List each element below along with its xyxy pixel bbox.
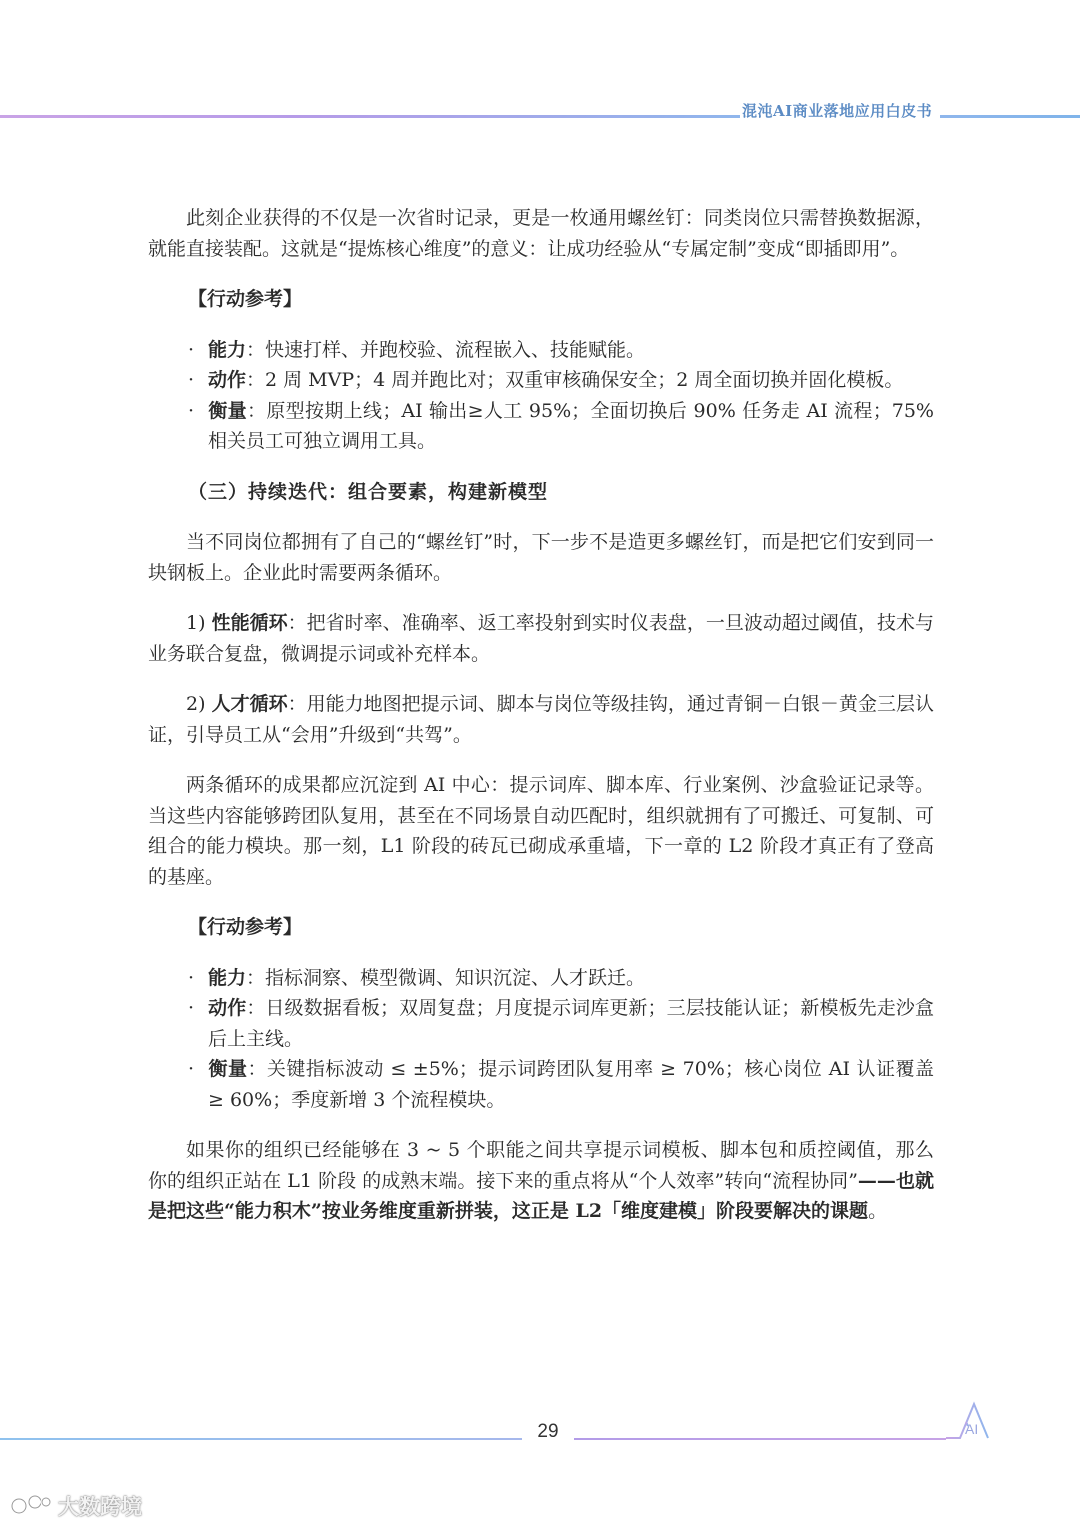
list-item: · 衡量：原型按期上线；AI 输出≥人工 95%；全面切换后 90% 任务走 AI 流程；75% 相关员工可独立调用工具。 <box>188 399 934 452</box>
paragraph-3 <box>148 608 934 669</box>
watermark-logo-icon <box>10 1493 52 1519</box>
item-text: ：原型按期上线；AI 输出≥人工 95%；全面切换后 90% 任务走 AI 流程；75% 相关员工可独立调用工具。 <box>208 399 934 452</box>
footer-rule-right <box>574 1438 946 1440</box>
item-number: 2) <box>186 693 212 715</box>
item-text: ：快速打样、并跑校验、流程嵌入、技能赋能。 <box>246 338 646 361</box>
item-key: 人才循环 <box>211 693 288 715</box>
list-item: · 动作：日级数据看板；双周复盘；月度提示词库更新；三层技能认证；新模板先走沙盒后上主线。 <box>188 997 934 1050</box>
item-text: ：指标洞察、模型微调、知识沉淀、人才跃迁。 <box>246 966 646 989</box>
paragraph-1: 此刻企业获得的不仅是一次省时记录，更是一枚通用螺丝钉：同类岗位只需替换数据源，就能直接装配。这就是“提炼核心维度”的意义：让成功经验从“专属定制”变成“即插即用”。 <box>148 207 934 260</box>
header-rule-left <box>0 115 740 118</box>
ai-logo-text: AI <box>965 1421 979 1437</box>
item-key: 性能循环 <box>211 612 288 634</box>
header-rule-right <box>940 115 1080 118</box>
item-text: ：关键指标波动 ≤ ±5%；提示词跨团队复用率 ≥ 70%；核心岗位 AI 认证覆盖 ≥ 60%；季度新增 3 个流程模块。 <box>208 1058 934 1111</box>
footer-rule-left <box>0 1438 522 1440</box>
action-list-2 <box>148 963 934 1116</box>
item-key: 衡量 <box>208 399 248 422</box>
list-item: · 能力：快速打样、并跑校验、流程嵌入、技能赋能。 <box>188 338 646 361</box>
item-text: ：用能力地图把提示词、脚本与岗位等级挂钩，通过青铜－白银－黄金三层认证，引导员工从“会用”升级到“共驾”。 <box>148 693 934 746</box>
item-text: ：日级数据看板；双周复盘；月度提示词库更新；三层技能认证；新模板先走沙盒后上主线。 <box>208 997 934 1050</box>
paragraph-6 <box>148 1135 934 1227</box>
item-number: 1) <box>186 612 212 634</box>
list-item: · 衡量：关键指标波动 ≤ ±5%；提示词跨团队复用率 ≥ 70%；核心岗位 AI 认证覆盖 ≥ 60%；季度新增 3 个流程模块。 <box>188 1058 934 1111</box>
paragraph-4 <box>148 689 934 750</box>
item-key: 动作 <box>208 997 247 1019</box>
paragraph-2: 当不同岗位都拥有了自己的“螺丝钉”时，下一步不是造更多螺丝钉，而是把它们安到同一块钢板上。企业此时需要两条循环。 <box>148 531 934 584</box>
watermark-text: 大数跨境 <box>58 1495 142 1519</box>
item-text: ：2 周 MVP；4 周并跑比对；双重审核确保安全；2 周全面切换并固化模板。 <box>246 369 904 391</box>
paragraph-5: 两条循环的成果都应沉淀到 AI 中心：提示词库、脚本库、行业案例、沙盒验证记录等。当这些内容能够跨团队复用，甚至在不同场景自动匹配时，组织就拥有了可搬迁、可复制、可组合的能力模块。那一刻，L1 阶段的砖瓦已砌成承重墙，下一章的 L2 阶段才真正有了登高的基座。 <box>148 774 934 888</box>
page-content <box>148 203 934 1247</box>
paragraph-emphasis: ——也就是把这些“能力积木”按业务维度重新拼装，这正是 L2「维度建模」阶段要解决的课题 <box>148 1169 934 1222</box>
item-key: 能力 <box>208 338 247 361</box>
item-key: 衡量 <box>208 1058 248 1080</box>
header-title: 混沌AI商业落地应用白皮书 <box>742 102 933 120</box>
action-list-1 <box>148 335 934 457</box>
page-number: 29 <box>537 1421 559 1442</box>
watermark <box>10 1490 142 1522</box>
paragraph-end: 。 <box>868 1200 888 1222</box>
action-heading-1: 【行动参考】 <box>188 288 303 310</box>
item-key: 能力 <box>208 966 247 989</box>
paragraph-text: 如果你的组织已经能够在 3 ~ 5 个职能之间共享提示词模板、脚本包和质控阈值，那么你的组织正站在 L1 阶段 的成熟末端。接下来的重点将从“个人效率”转向“流程协同” <box>148 1139 934 1192</box>
action-heading-2: 【行动参考】 <box>188 916 303 938</box>
list-item: · 动作：2 周 MVP；4 周并跑比对；双重审核确保安全；2 周全面切换并固化模板。 <box>188 369 904 391</box>
item-text: ：把省时率、准确率、返工率投射到实时仪表盘，一旦波动超过阈值，技术与业务联合复盘，微调提示词或补充样本。 <box>148 612 934 665</box>
ai-logo-icon <box>940 1400 1080 1445</box>
item-key: 动作 <box>208 369 247 391</box>
list-item: · 能力：指标洞察、模型微调、知识沉淀、人才跃迁。 <box>188 966 646 989</box>
section-title: （三）持续迭代：组合要素，构建新模型 <box>188 480 549 503</box>
